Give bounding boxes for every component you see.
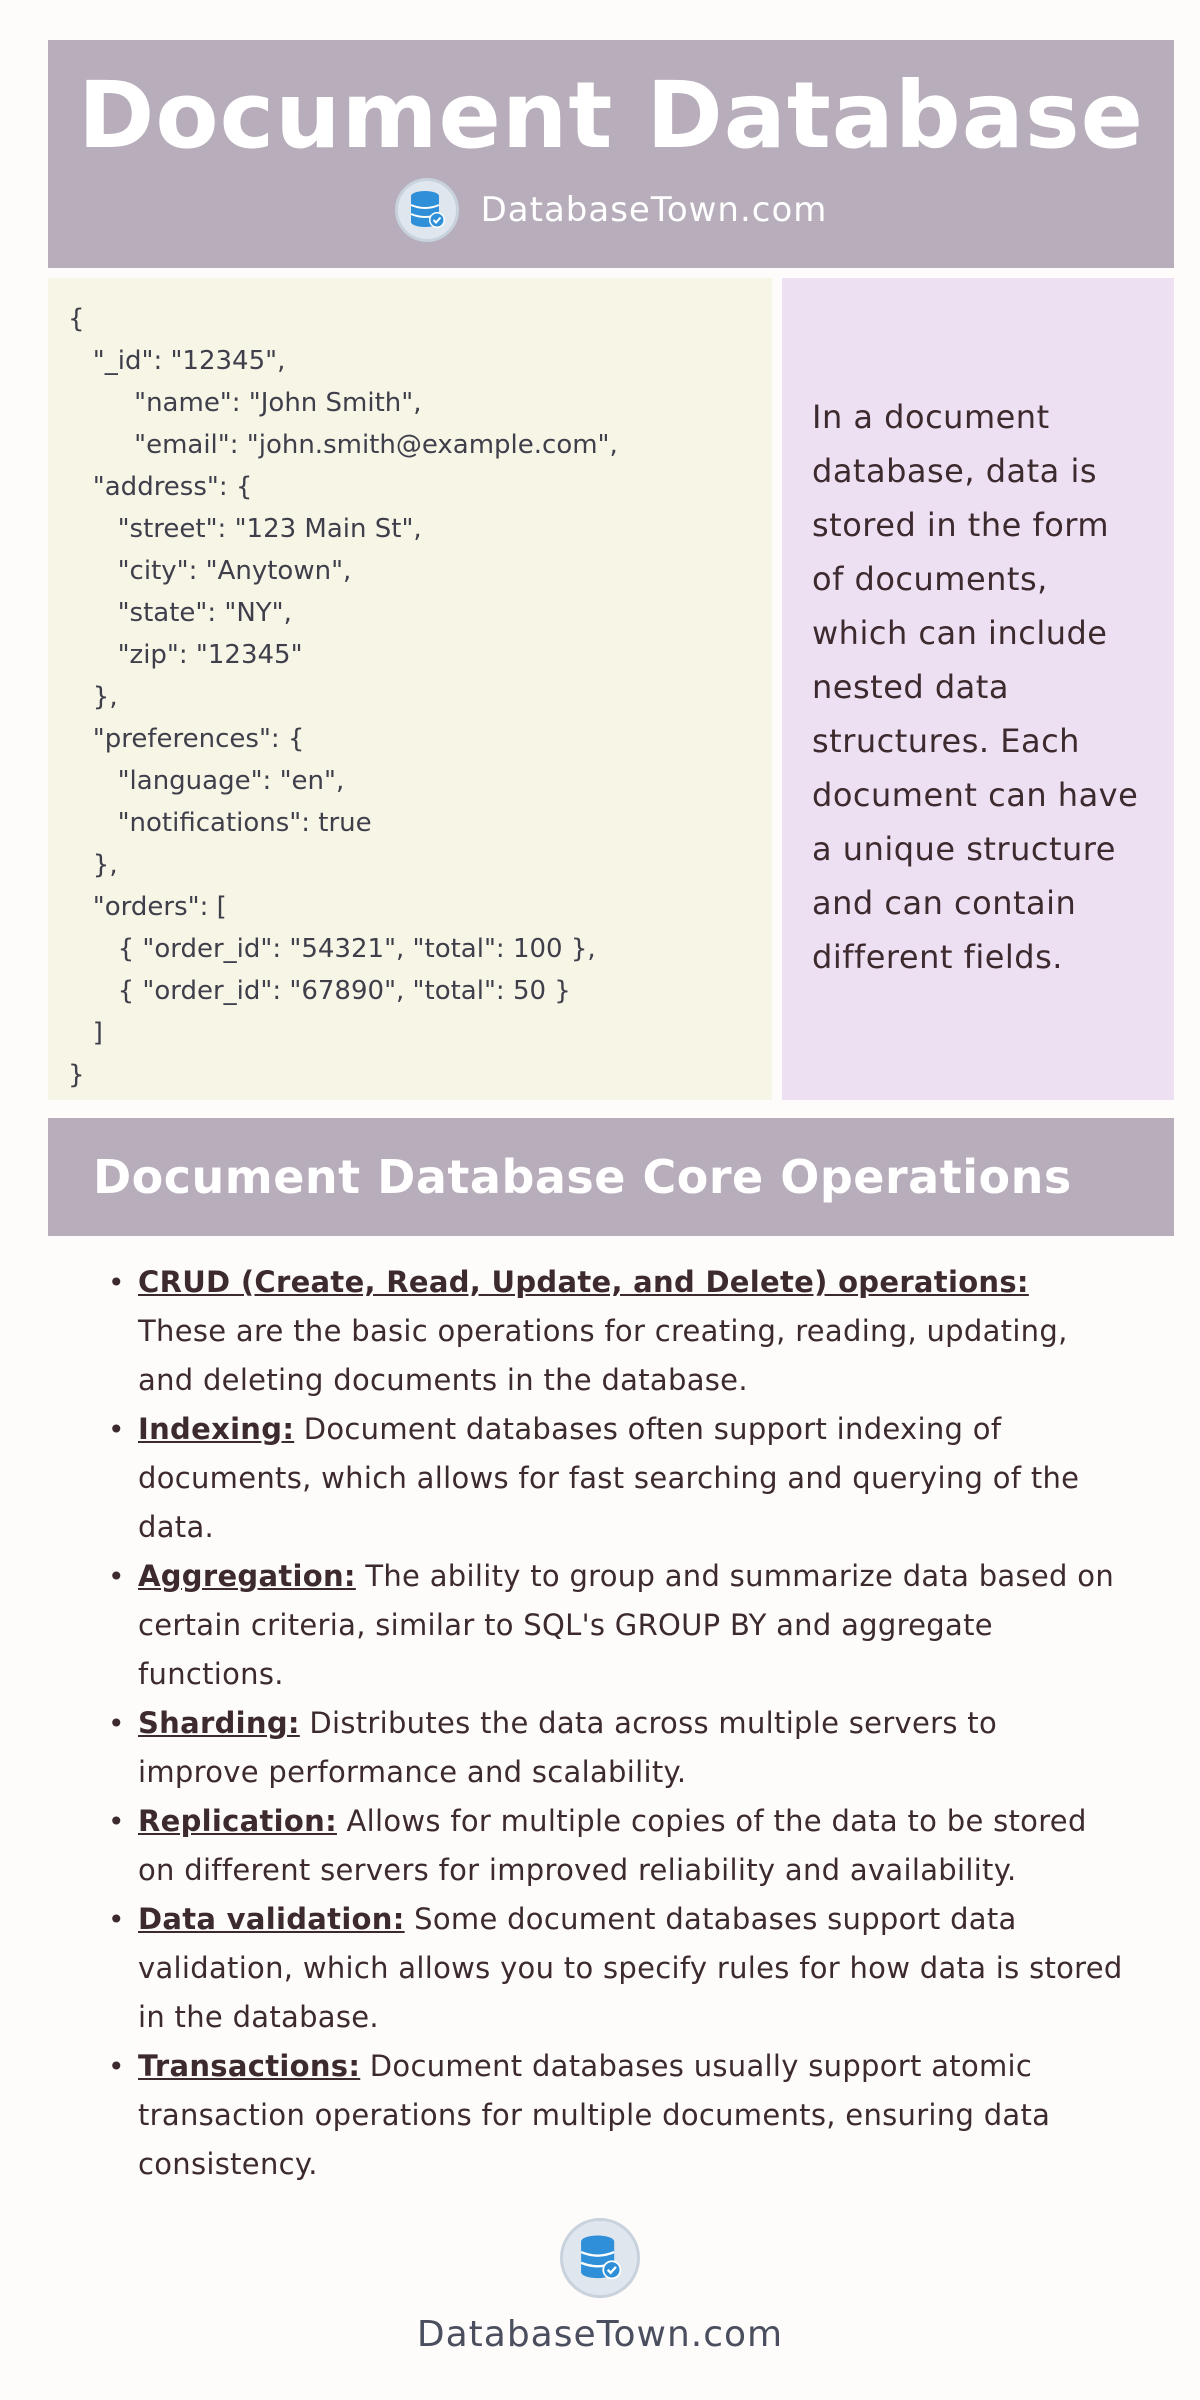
header-banner: [48, 40, 1174, 268]
list-item: [138, 1552, 1124, 1699]
operation-term: CRUD (Create, Read, Update, and Delete) operations:: [138, 1265, 1029, 1299]
operation-term: Replication:: [138, 1804, 337, 1838]
code-line: "zip": "12345": [68, 640, 303, 670]
code-line: "name": "John Smith",: [68, 388, 422, 418]
code-line: "language": "en",: [68, 766, 345, 796]
operation-description: Document databases often support indexing of documents, which allows for fast searching and querying of the data.: [138, 1412, 1080, 1544]
operation-description: Some document databases support data validation, which allows you to specify rules for how data is stored in the database.: [138, 1902, 1123, 2034]
operation-description: Document databases usually support atomic transaction operations for multiple documents, ensuring data consistency.: [138, 2049, 1051, 2181]
page-title: Document Database: [78, 62, 1144, 169]
infographic: [48, 40, 1174, 2189]
code-line: "state": "NY",: [68, 598, 292, 628]
operation-description: Distributes the data across multiple servers to improve performance and scalability.: [138, 1706, 998, 1789]
code-line: "street": "123 Main St",: [68, 514, 422, 544]
description-text: In a document database, data is stored in the form of documents, which can include nested data structures. Each document can have a unique structure and can contain different fields.: [812, 398, 1139, 976]
code-line: "_id": "12345",: [68, 346, 286, 376]
brand: [395, 178, 828, 242]
code-line: ]: [68, 1018, 103, 1048]
operation-description: These are the basic operations for creating, reading, updating, and deleting documents in the database.: [138, 1314, 1068, 1397]
list-item: [138, 2042, 1124, 2189]
example-section: [48, 278, 1174, 1100]
description-panel: [782, 278, 1174, 1100]
list-item: [138, 1258, 1124, 1405]
operation-term: Data validation:: [138, 1902, 405, 1936]
operation-description: Allows for multiple copies of the data to be stored on different servers for improved reliability and availability.: [138, 1804, 1087, 1887]
code-line: "notifications": true: [68, 808, 372, 838]
operation-term: Indexing:: [138, 1412, 295, 1446]
operation-term: Transactions:: [138, 2049, 361, 2083]
site-name: DatabaseTown.com: [480, 190, 828, 230]
database-check-icon: [407, 188, 447, 232]
list-item: [138, 1405, 1124, 1552]
code-line: "orders": [: [68, 892, 227, 922]
footer: [0, 2218, 1200, 2355]
footer-site-name: DatabaseTown.com: [416, 2314, 784, 2355]
footer-logo-icon: [560, 2218, 640, 2298]
list-item: [138, 1699, 1124, 1797]
operation-term: Aggregation:: [138, 1559, 356, 1593]
database-logo-icon: [395, 178, 459, 242]
operation-term: Sharding:: [138, 1706, 300, 1740]
code-line: },: [68, 850, 118, 880]
list-item: [138, 1797, 1124, 1895]
section-heading: [48, 1118, 1174, 1236]
database-check-icon: [576, 2232, 624, 2284]
code-line: { "order_id": "67890", "total": 50 }: [68, 976, 571, 1006]
json-example: [48, 278, 772, 1100]
code-line: "city": "Anytown",: [68, 556, 352, 586]
code-line: {: [68, 304, 85, 334]
code-line: { "order_id": "54321", "total": 100 },: [68, 934, 596, 964]
code-line: }: [68, 1060, 85, 1090]
operation-description: The ability to group and summarize data based on certain criteria, similar to SQL's GROUP BY and aggregate functions.: [138, 1559, 1115, 1691]
code-line: "preferences": {: [68, 724, 305, 754]
operations-list: [48, 1258, 1174, 2189]
code-line: "email": "john.smith@example.com",: [68, 430, 618, 460]
code-line: "address": {: [68, 472, 253, 502]
list-item: [138, 1895, 1124, 2042]
section-title: Document Database Core Operations: [93, 1150, 1072, 1204]
code-line: },: [68, 682, 118, 712]
